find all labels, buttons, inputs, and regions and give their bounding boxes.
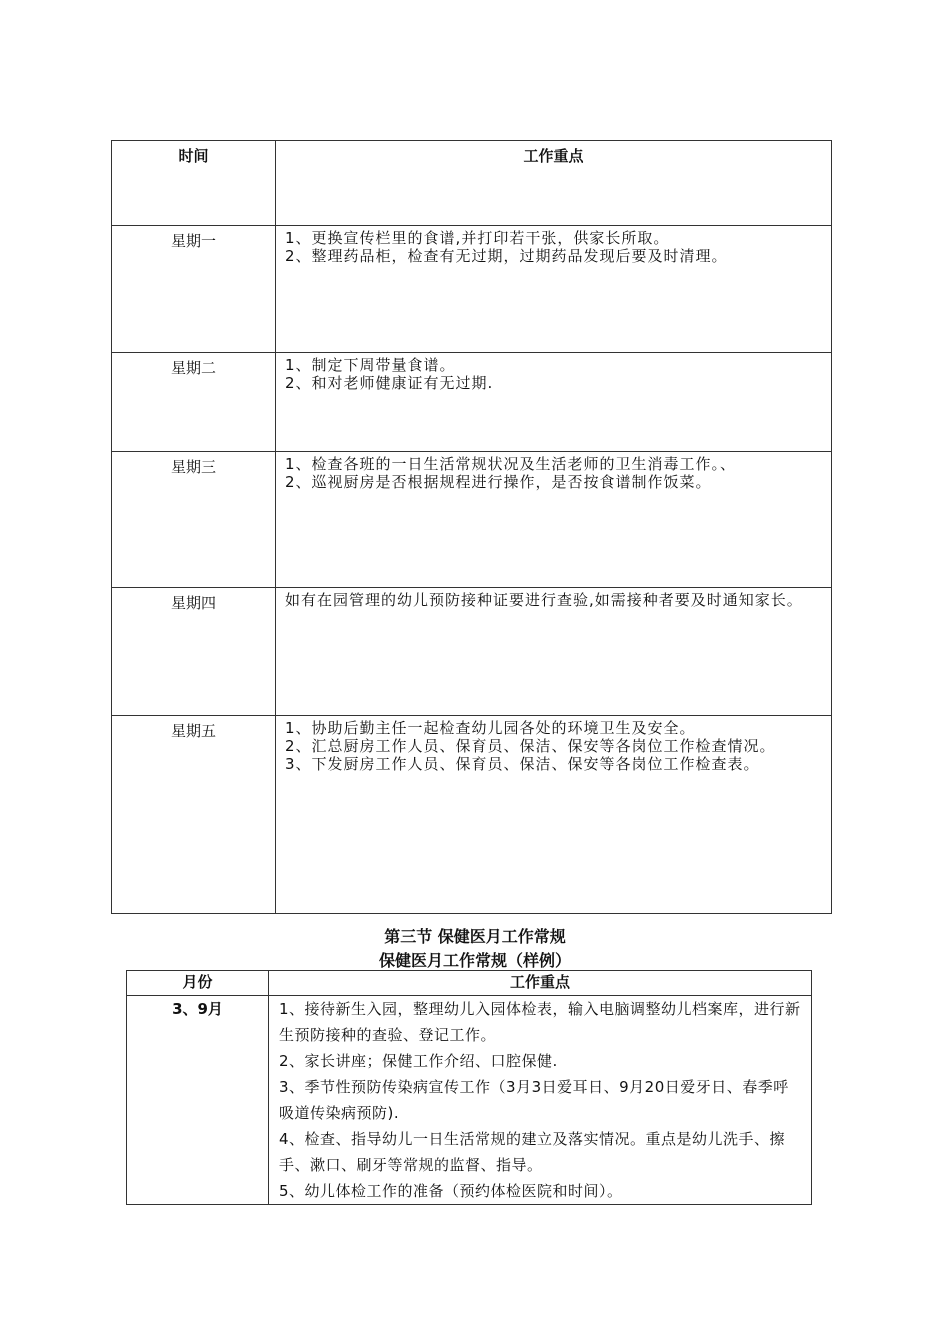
monthly-schedule-table [126,970,812,1205]
content-cell [276,588,832,716]
content-line: 3、季节性预防传染病宣传工作（3月3日爱耳日、9月20日爱牙日、春季呼吸道传染病预防). [279,1078,789,1122]
day-cell: 星期二 [112,353,276,452]
table-row [112,588,832,716]
content-line: 3、下发厨房工作人员、保育员、保洁、保安等各岗位工作检查表。 [285,755,760,773]
header-focus: 工作重点 [276,141,832,226]
weekly-schedule-table [111,140,832,914]
day-cell: 星期四 [112,588,276,716]
content-line: 2、整理药品柜，检查有无过期，过期药品发现后要及时清理。 [285,247,728,265]
content-cell [269,996,812,1205]
table-row [112,353,832,452]
content-line: 1、协助后勤主任一起检查幼儿园各处的环境卫生及安全。 [285,719,696,737]
table-row [127,996,812,1205]
content-line: 1、制定下周带量食谱。 [285,356,456,374]
content-line: 4、检查、指导幼儿一日生活常规的建立及落实情况。重点是幼儿洗手、擦手、漱口、刷牙等常规的监督、指导。 [279,1130,786,1174]
content-line: 1、检查各班的一日生活常规状况及生活老师的卫生消毒工作。、 [285,455,737,473]
content-cell [276,452,832,588]
table-row [112,452,832,588]
content-cell [276,716,832,914]
content-line: 2、汇总厨房工作人员、保育员、保洁、保安等各岗位工作检查情况。 [285,737,776,755]
table-header-row [112,141,832,226]
section-title: 第三节 保健医月工作常规 [384,927,566,946]
table-header-row [127,971,812,996]
content-line: 2、家长讲座；保健工作介绍、口腔保健. [279,1052,558,1070]
day-cell: 星期五 [112,716,276,914]
day-cell: 星期三 [112,452,276,588]
content-line: 2、和对老师健康证有无过期. [285,374,494,392]
content-line: 1、更换宣传栏里的食谱,并打印若干张，供家长所取。 [285,229,670,247]
content-cell [276,353,832,452]
sub-title: 保健医月工作常规（样例） [378,951,571,970]
month-cell: 3、9月 [127,996,269,1205]
header-time: 时间 [112,141,276,226]
header-month: 月份 [127,971,269,996]
content-line: 如有在园管理的幼儿预防接种证要进行查验,如需接种者要及时通知家长。 [285,591,803,609]
content-line: 2、巡视厨房是否根据规程进行操作，是否按食谱制作饭菜。 [285,473,712,491]
day-cell: 星期一 [112,226,276,353]
content-cell [276,226,832,353]
content-line: 1、接待新生入园，整理幼儿入园体检表，输入电脑调整幼儿档案库，进行新生预防接种的查验、登记工作。 [279,1000,801,1044]
table-row [112,226,832,353]
table-row [112,716,832,914]
content-line: 5、幼儿体检工作的准备（预约体检医院和时间）。 [279,1182,623,1200]
header-focus: 工作重点 [269,971,812,996]
